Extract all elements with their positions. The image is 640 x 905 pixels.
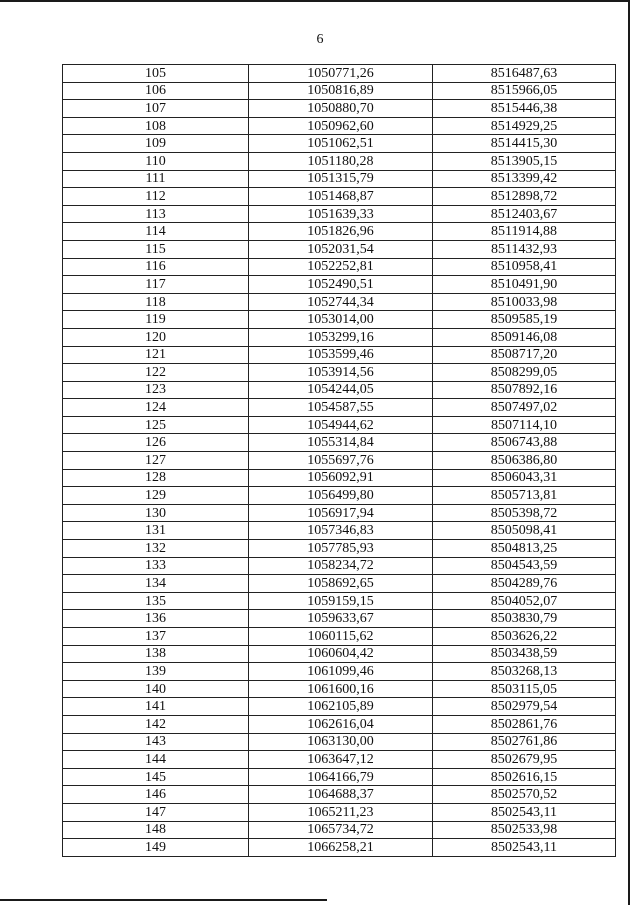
- x-coordinate-cell: 1051639,33: [249, 205, 433, 223]
- x-coordinate-cell: 1050771,26: [249, 65, 433, 83]
- table-row: [63, 328, 616, 346]
- point-number-cell: 123: [63, 381, 249, 399]
- x-coordinate-cell: 1056499,80: [249, 487, 433, 505]
- table-row: [63, 839, 616, 857]
- table-row: [63, 416, 616, 434]
- y-coordinate-cell: 8502570,52: [433, 786, 616, 804]
- table-row: [63, 205, 616, 223]
- table-row: [63, 240, 616, 258]
- table-row: [63, 135, 616, 153]
- point-number-cell: 110: [63, 152, 249, 170]
- table-row: [63, 276, 616, 294]
- coordinates-table: [62, 64, 616, 857]
- table-row: [63, 803, 616, 821]
- point-number-cell: 108: [63, 117, 249, 135]
- point-number-cell: 129: [63, 487, 249, 505]
- x-coordinate-cell: 1065734,72: [249, 821, 433, 839]
- table-row: [63, 188, 616, 206]
- point-number-cell: 115: [63, 240, 249, 258]
- point-number-cell: 135: [63, 592, 249, 610]
- x-coordinate-cell: 1053014,00: [249, 311, 433, 329]
- y-coordinate-cell: 8503115,05: [433, 680, 616, 698]
- point-number-cell: 146: [63, 786, 249, 804]
- table-row: [63, 152, 616, 170]
- y-coordinate-cell: 8502979,54: [433, 698, 616, 716]
- y-coordinate-cell: 8507892,16: [433, 381, 616, 399]
- y-coordinate-cell: 8506043,31: [433, 469, 616, 487]
- coordinates-table-body: [63, 65, 616, 857]
- y-coordinate-cell: 8505098,41: [433, 522, 616, 540]
- point-number-cell: 125: [63, 416, 249, 434]
- table-row: [63, 170, 616, 188]
- x-coordinate-cell: 1056917,94: [249, 504, 433, 522]
- x-coordinate-cell: 1061600,16: [249, 680, 433, 698]
- y-coordinate-cell: 8514415,30: [433, 135, 616, 153]
- y-coordinate-cell: 8502679,95: [433, 751, 616, 769]
- x-coordinate-cell: 1062105,89: [249, 698, 433, 716]
- y-coordinate-cell: 8504289,76: [433, 575, 616, 593]
- y-coordinate-cell: 8507114,10: [433, 416, 616, 434]
- table-row: [63, 452, 616, 470]
- x-coordinate-cell: 1052490,51: [249, 276, 433, 294]
- point-number-cell: 113: [63, 205, 249, 223]
- y-coordinate-cell: 8511432,93: [433, 240, 616, 258]
- y-coordinate-cell: 8509146,08: [433, 328, 616, 346]
- y-coordinate-cell: 8516487,63: [433, 65, 616, 83]
- x-coordinate-cell: 1051062,51: [249, 135, 433, 153]
- table-row: [63, 364, 616, 382]
- point-number-cell: 114: [63, 223, 249, 241]
- x-coordinate-cell: 1057346,83: [249, 522, 433, 540]
- y-coordinate-cell: 8512898,72: [433, 188, 616, 206]
- y-coordinate-cell: 8513905,15: [433, 152, 616, 170]
- point-number-cell: 121: [63, 346, 249, 364]
- y-coordinate-cell: 8514929,25: [433, 117, 616, 135]
- point-number-cell: 134: [63, 575, 249, 593]
- point-number-cell: 138: [63, 645, 249, 663]
- point-number-cell: 148: [63, 821, 249, 839]
- x-coordinate-cell: 1050816,89: [249, 82, 433, 100]
- point-number-cell: 126: [63, 434, 249, 452]
- x-coordinate-cell: 1050880,70: [249, 100, 433, 118]
- point-number-cell: 127: [63, 452, 249, 470]
- table-row: [63, 733, 616, 751]
- point-number-cell: 112: [63, 188, 249, 206]
- table-row: [63, 575, 616, 593]
- x-coordinate-cell: 1063130,00: [249, 733, 433, 751]
- x-coordinate-cell: 1055697,76: [249, 452, 433, 470]
- table-row: [63, 715, 616, 733]
- x-coordinate-cell: 1054587,55: [249, 399, 433, 417]
- table-row: [63, 557, 616, 575]
- y-coordinate-cell: 8510958,41: [433, 258, 616, 276]
- table-row: [63, 680, 616, 698]
- table-row: [63, 663, 616, 681]
- page-edge-right: [628, 0, 630, 905]
- point-number-cell: 147: [63, 803, 249, 821]
- point-number-cell: 132: [63, 540, 249, 558]
- y-coordinate-cell: 8508717,20: [433, 346, 616, 364]
- table-row: [63, 469, 616, 487]
- table-row: [63, 100, 616, 118]
- x-coordinate-cell: 1050962,60: [249, 117, 433, 135]
- y-coordinate-cell: 8505713,81: [433, 487, 616, 505]
- point-number-cell: 130: [63, 504, 249, 522]
- point-number-cell: 120: [63, 328, 249, 346]
- y-coordinate-cell: 8505398,72: [433, 504, 616, 522]
- table-row: [63, 311, 616, 329]
- x-coordinate-cell: 1066258,21: [249, 839, 433, 857]
- x-coordinate-cell: 1051315,79: [249, 170, 433, 188]
- x-coordinate-cell: 1056092,91: [249, 469, 433, 487]
- y-coordinate-cell: 8509585,19: [433, 311, 616, 329]
- y-coordinate-cell: 8507497,02: [433, 399, 616, 417]
- y-coordinate-cell: 8503830,79: [433, 610, 616, 628]
- x-coordinate-cell: 1053599,46: [249, 346, 433, 364]
- x-coordinate-cell: 1051468,87: [249, 188, 433, 206]
- x-coordinate-cell: 1060115,62: [249, 628, 433, 646]
- y-coordinate-cell: 8506743,88: [433, 434, 616, 452]
- point-number-cell: 128: [63, 469, 249, 487]
- point-number-cell: 137: [63, 628, 249, 646]
- point-number-cell: 118: [63, 293, 249, 311]
- x-coordinate-cell: 1058234,72: [249, 557, 433, 575]
- table-row: [63, 399, 616, 417]
- table-row: [63, 346, 616, 364]
- point-number-cell: 116: [63, 258, 249, 276]
- point-number-cell: 141: [63, 698, 249, 716]
- table-row: [63, 698, 616, 716]
- point-number-cell: 149: [63, 839, 249, 857]
- x-coordinate-cell: 1061099,46: [249, 663, 433, 681]
- table-row: [63, 504, 616, 522]
- y-coordinate-cell: 8515966,05: [433, 82, 616, 100]
- x-coordinate-cell: 1051180,28: [249, 152, 433, 170]
- table-row: [63, 487, 616, 505]
- table-row: [63, 645, 616, 663]
- point-number-cell: 143: [63, 733, 249, 751]
- page-edge-top: [0, 0, 629, 2]
- y-coordinate-cell: 8506386,80: [433, 452, 616, 470]
- point-number-cell: 122: [63, 364, 249, 382]
- point-number-cell: 124: [63, 399, 249, 417]
- y-coordinate-cell: 8502616,15: [433, 768, 616, 786]
- table-row: [63, 434, 616, 452]
- y-coordinate-cell: 8503626,22: [433, 628, 616, 646]
- table-row: [63, 258, 616, 276]
- table-row: [63, 522, 616, 540]
- point-number-cell: 107: [63, 100, 249, 118]
- x-coordinate-cell: 1064166,79: [249, 768, 433, 786]
- x-coordinate-cell: 1060604,42: [249, 645, 433, 663]
- table-row: [63, 786, 616, 804]
- x-coordinate-cell: 1054244,05: [249, 381, 433, 399]
- table-row: [63, 117, 616, 135]
- y-coordinate-cell: 8502543,11: [433, 839, 616, 857]
- table-row: [63, 610, 616, 628]
- point-number-cell: 144: [63, 751, 249, 769]
- point-number-cell: 106: [63, 82, 249, 100]
- table-row: [63, 540, 616, 558]
- y-coordinate-cell: 8502761,86: [433, 733, 616, 751]
- x-coordinate-cell: 1057785,93: [249, 540, 433, 558]
- point-number-cell: 133: [63, 557, 249, 575]
- point-number-cell: 140: [63, 680, 249, 698]
- y-coordinate-cell: 8502543,11: [433, 803, 616, 821]
- x-coordinate-cell: 1058692,65: [249, 575, 433, 593]
- point-number-cell: 117: [63, 276, 249, 294]
- x-coordinate-cell: 1063647,12: [249, 751, 433, 769]
- x-coordinate-cell: 1064688,37: [249, 786, 433, 804]
- table-row: [63, 751, 616, 769]
- point-number-cell: 111: [63, 170, 249, 188]
- point-number-cell: 142: [63, 715, 249, 733]
- y-coordinate-cell: 8504543,59: [433, 557, 616, 575]
- y-coordinate-cell: 8511914,88: [433, 223, 616, 241]
- table-row: [63, 592, 616, 610]
- table-row: [63, 223, 616, 241]
- table-row: [63, 628, 616, 646]
- x-coordinate-cell: 1052031,54: [249, 240, 433, 258]
- footer-rule: [0, 899, 327, 901]
- point-number-cell: 145: [63, 768, 249, 786]
- x-coordinate-cell: 1051826,96: [249, 223, 433, 241]
- point-number-cell: 136: [63, 610, 249, 628]
- y-coordinate-cell: 8502533,98: [433, 821, 616, 839]
- point-number-cell: 105: [63, 65, 249, 83]
- y-coordinate-cell: 8510491,90: [433, 276, 616, 294]
- y-coordinate-cell: 8503438,59: [433, 645, 616, 663]
- y-coordinate-cell: 8510033,98: [433, 293, 616, 311]
- table-row: [63, 381, 616, 399]
- table-row: [63, 65, 616, 83]
- point-number-cell: 109: [63, 135, 249, 153]
- y-coordinate-cell: 8515446,38: [433, 100, 616, 118]
- y-coordinate-cell: 8513399,42: [433, 170, 616, 188]
- x-coordinate-cell: 1065211,23: [249, 803, 433, 821]
- point-number-cell: 139: [63, 663, 249, 681]
- y-coordinate-cell: 8503268,13: [433, 663, 616, 681]
- table-row: [63, 293, 616, 311]
- y-coordinate-cell: 8512403,67: [433, 205, 616, 223]
- table-row: [63, 821, 616, 839]
- y-coordinate-cell: 8504813,25: [433, 540, 616, 558]
- x-coordinate-cell: 1053299,16: [249, 328, 433, 346]
- table-row: [63, 82, 616, 100]
- point-number-cell: 131: [63, 522, 249, 540]
- x-coordinate-cell: 1062616,04: [249, 715, 433, 733]
- x-coordinate-cell: 1053914,56: [249, 364, 433, 382]
- x-coordinate-cell: 1052744,34: [249, 293, 433, 311]
- x-coordinate-cell: 1052252,81: [249, 258, 433, 276]
- y-coordinate-cell: 8508299,05: [433, 364, 616, 382]
- table-row: [63, 768, 616, 786]
- point-number-cell: 119: [63, 311, 249, 329]
- page-number: 6: [316, 32, 324, 47]
- x-coordinate-cell: 1054944,62: [249, 416, 433, 434]
- x-coordinate-cell: 1055314,84: [249, 434, 433, 452]
- x-coordinate-cell: 1059633,67: [249, 610, 433, 628]
- y-coordinate-cell: 8502861,76: [433, 715, 616, 733]
- y-coordinate-cell: 8504052,07: [433, 592, 616, 610]
- x-coordinate-cell: 1059159,15: [249, 592, 433, 610]
